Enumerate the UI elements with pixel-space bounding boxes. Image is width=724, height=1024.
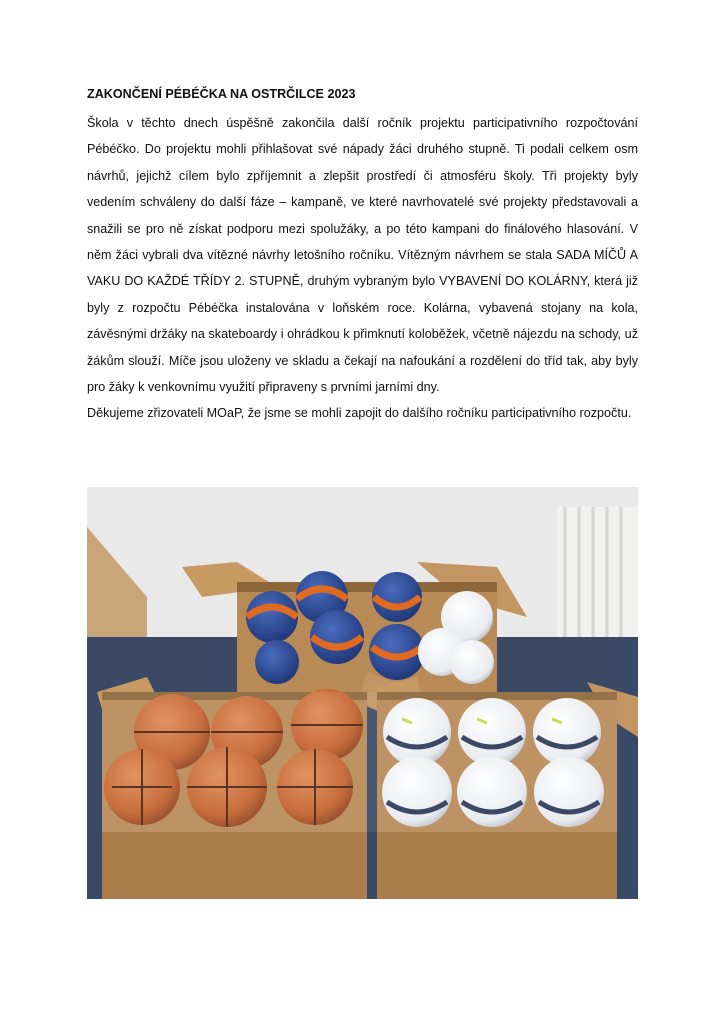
document-title: ZAKONČENÍ PÉBÉČKA NA OSTRČILCE 2023 — [87, 87, 356, 101]
paragraph-thanks: Děkujeme zřizovateli MOaP, že jsme se mohli zapojit do dalšího ročníku participativního rozpočtu. — [87, 406, 632, 421]
photo-illustration — [87, 487, 638, 899]
radiator — [557, 507, 638, 647]
document-body — [87, 84, 638, 427]
photo-boxes-of-balls — [87, 487, 638, 899]
paragraph-main: Škola v těchto dnech úspěšně zakončila další ročník projektu participativního rozpočtování Pébéčko. Do projektu mohli přihlašovat své nápady žáci druhého stupně. Ti podali celkem osm návrhů, jejichž cílem bylo zpříjemnit a zlepšit prostředí či atmosféru školy. Tři projekty byly vedením schváleny do další fáze – kampaně, ve které navrhovatelé své projekty představovali a snažili se pro ně získat podporu mezi spolužáky, a po této kampani do finálového hlasování. V něm žáci vybrali dva vítězné návrhy letošního ročníku. Vítězným návrhem se stala SADA MÍČŮ A VAKU DO KAŽDÉ TŘÍDY 2. STUPNĚ, druhým vybraným bylo VYBAVENÍ DO KOLÁRNY, která již byly z rozpočtu Pébéčka instalována v loňském roce. Kolárna, vybavená stojany na kola, závěsnými držáky na skateboardy i ohrádkou k přimknutí koloběžek, včetně nájezdu na schody, už žákům slouží. Míče jsou uloženy ve skladu a čekají na nafoukání a rozdělení do tříd tak, aby byly pro žáky k venkovnímu využití připraveny s prvními jarními dny. — [87, 116, 638, 395]
